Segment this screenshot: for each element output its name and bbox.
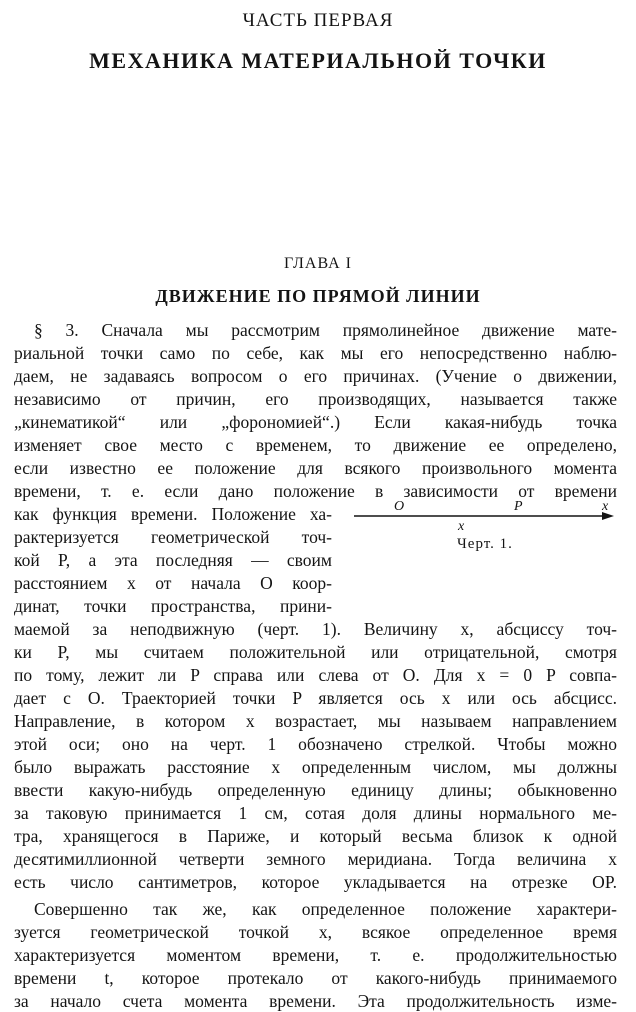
text-line: § 3. Сначала мы рассмотрим прямолинейное движение мате- bbox=[34, 320, 617, 340]
axis-diagram bbox=[350, 496, 620, 536]
figure-1 bbox=[350, 496, 620, 558]
text-line: если известно ее положение для всякого произвольного момента bbox=[14, 458, 617, 478]
label-point: P bbox=[514, 499, 523, 514]
text-line: даем, не задаваясь вопросом о его причинах. (Учение о движении, bbox=[14, 366, 617, 386]
text-line: характеризуется моментом времени, т. е. продолжительностью bbox=[14, 945, 617, 965]
label-axis-end: x bbox=[602, 499, 609, 514]
label-distance: x bbox=[458, 519, 465, 534]
text-line: десятимиллионной четверти земного меридиана. Тогда величина x bbox=[14, 849, 617, 869]
text-line: есть число сантиметров, которое укладывается на отрезке OP. bbox=[14, 872, 617, 892]
chapter-label: ГЛАВА I bbox=[284, 255, 352, 272]
text-line: тра, хранящегося в Париже, и который весьма близок к одной bbox=[14, 826, 617, 846]
text-line: расстоянием x от начала O коор- bbox=[14, 573, 332, 593]
text-line: Направление, в котором x возрастает, мы называем направлением bbox=[14, 711, 617, 731]
text-line: за начало счета момента времени. Эта продолжительность изме- bbox=[14, 991, 617, 1011]
text-line: кой P, а эта последняя — своим bbox=[14, 550, 332, 570]
text-line: как функция времени. Положение ха- bbox=[14, 504, 332, 524]
text-line: за таковую принимается 1 см, сотая доля длины нормального ме- bbox=[14, 803, 617, 823]
label-origin: O bbox=[394, 499, 405, 514]
text-line: маемой за неподвижную (черт. 1). Величину x, абсциссу точ- bbox=[14, 619, 617, 639]
text-line: было выражать расстояние x определенным числом, мы должны bbox=[14, 757, 617, 777]
text-line: изменяет свое место с временем, то движение ее определено, bbox=[14, 435, 617, 455]
text-line: времени t, которое протекало от какого-нибудь принимаемого bbox=[14, 968, 617, 988]
text-line: риальной точки само по себе, как мы его непосредственно наблю- bbox=[14, 343, 617, 363]
part-title: МЕХАНИКА МАТЕРИАЛЬНОЙ ТОЧКИ bbox=[89, 48, 547, 73]
text-line: этой оси; оно на черт. 1 обозначено стрелкой. Чтобы можно bbox=[14, 734, 617, 754]
text-line: по тому, лежит ли P справа или слева от O. Для x = 0 P совпа- bbox=[14, 665, 617, 685]
text-line: зуется геометрической точкой x, всякое определенное время bbox=[14, 922, 617, 942]
text-line: Совершенно так же, как определенное положение характери- bbox=[34, 899, 617, 919]
text-line: рактеризуется геометрической точ- bbox=[14, 527, 332, 547]
text-line: ки P, мы считаем положительной или отрицательной, смотря bbox=[14, 642, 617, 662]
part-heading: ЧАСТЬ ПЕРВАЯ bbox=[242, 10, 394, 31]
text-line: „кинематикой“ или „форономией“.) Если какая-нибудь точка bbox=[14, 412, 617, 432]
text-line: дает с O. Траекторией точки P является ось x или ось абсцисс. bbox=[14, 688, 617, 708]
chapter-title: ДВИЖЕНИЕ ПО ПРЯМОЙ ЛИНИИ bbox=[155, 286, 481, 306]
text-line: независимо от причин, его производящих, называется также bbox=[14, 389, 617, 409]
text-line: ввести какую-нибудь определенную единицу длины; обыкновенно bbox=[14, 780, 617, 800]
text-line: времени, т. е. если дано положение в зависимости от времени bbox=[14, 481, 617, 501]
text-line: динат, точки пространства, прини- bbox=[14, 596, 332, 616]
figure-caption: Черт. 1. bbox=[457, 536, 513, 552]
